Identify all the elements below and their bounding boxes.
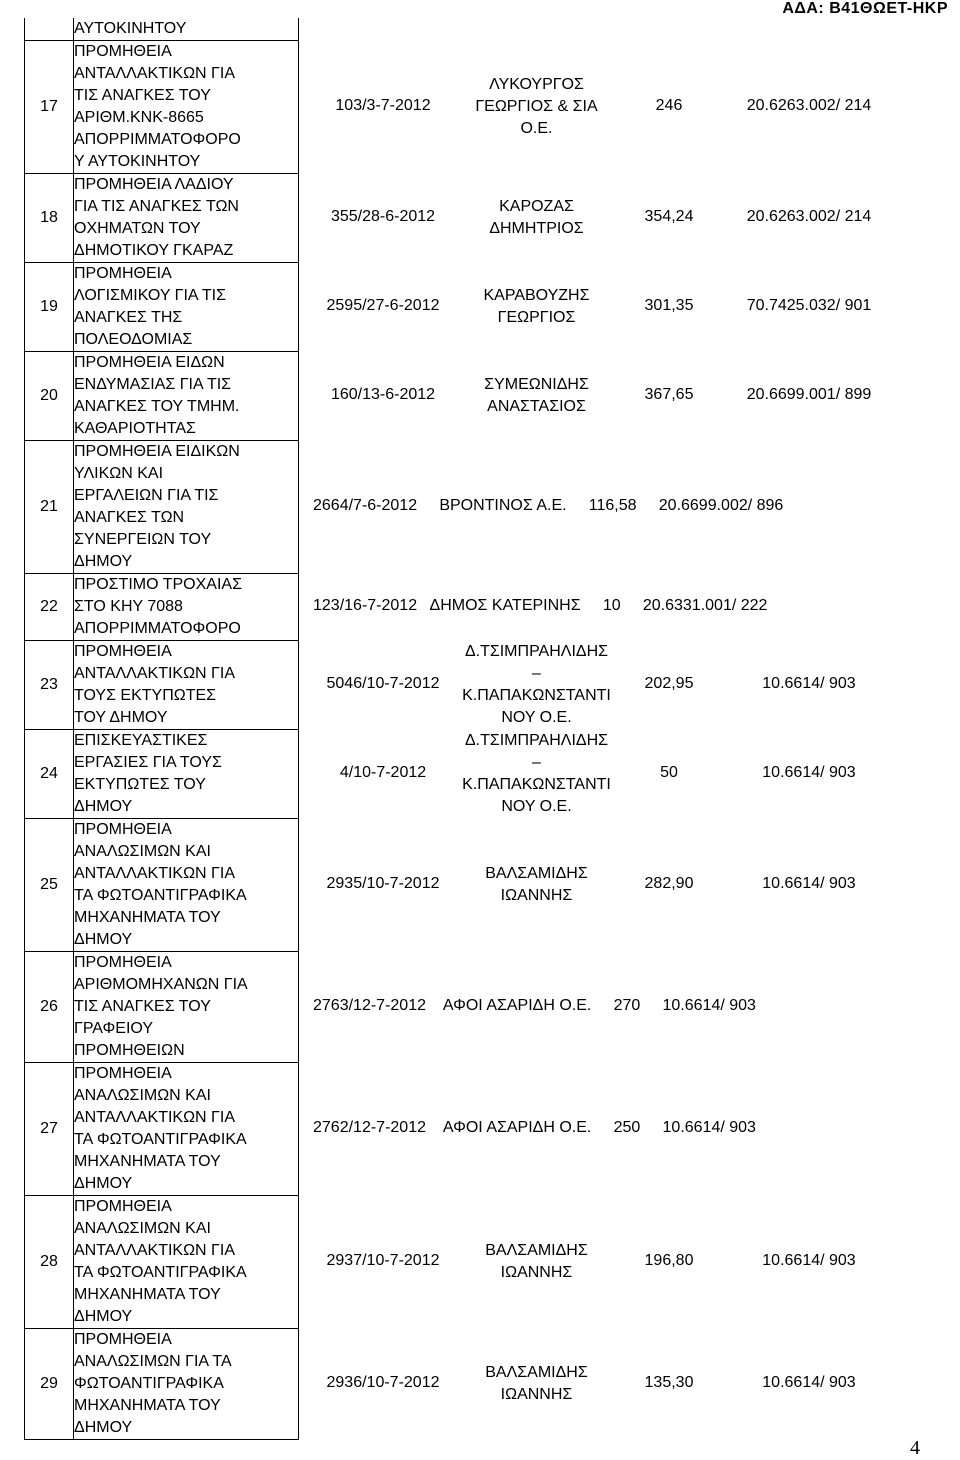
supplier-line: Δ.ΤΣΙΜΠΡΑΗΛΙΔΗΣ <box>464 732 609 749</box>
description-cell <box>74 641 299 730</box>
description-cell <box>74 263 299 352</box>
reference-number: 160/13-6-2012 <box>330 386 436 403</box>
details-cell <box>299 952 940 1063</box>
supplier-name <box>459 863 614 907</box>
description-cell <box>74 441 299 574</box>
supplier-line: – <box>532 754 541 771</box>
budget-code: 70.7425.032/ 901 <box>746 297 872 314</box>
supplier-name <box>459 374 614 418</box>
row-number-cell <box>25 263 74 352</box>
description-line: ΔΗΜΟΥ <box>74 1308 133 1325</box>
supplier-line: ΝΟΥ Ο.Ε. <box>501 709 572 726</box>
expenses-table <box>24 18 940 1440</box>
description-line: ΑΝΑΛΩΣΙΜΩΝ ΓΙΑ ΤΑ <box>74 1353 232 1370</box>
description-line: ΜΗΧΑΝΗΜΑΤΑ ΤΟΥ <box>74 909 221 926</box>
details-cell <box>299 1196 940 1329</box>
description-cell <box>74 1196 299 1329</box>
description-cell <box>74 730 299 819</box>
description-line: ΑΝΤΑΛΛΑΚΤΙΚΩΝ ΓΙΑ <box>74 65 235 82</box>
details-cell <box>299 1063 940 1196</box>
description-line: ΕΡΓΑΣΙΕΣ ΓΙΑ ΤΟΥΣ <box>74 754 222 771</box>
row-number: 18 <box>40 209 58 226</box>
description-line: ΠΡΟΜΗΘΕΙΑ ΕΙΔΙΚΩΝ <box>74 443 240 460</box>
description-cell <box>74 1063 299 1196</box>
amount: 301,35 <box>644 297 694 314</box>
supplier-line: ΒΑΛΣΑΜΙΔΗΣ <box>485 1364 588 1381</box>
description-line: ΑΝΤΑΛΛΑΚΤΙΚΩΝ ΓΙΑ <box>74 1109 235 1126</box>
description-line: ΑΠΟΡΡΙΜΜΑΤΟΦΟΡΟ <box>74 131 241 148</box>
row-number: 29 <box>40 1375 58 1392</box>
reference-number: 4/10-7-2012 <box>339 764 427 781</box>
row-number: 27 <box>40 1120 58 1137</box>
amount: 202,95 <box>644 675 694 692</box>
supplier-name <box>459 1362 614 1406</box>
row-number-cell <box>25 819 74 952</box>
document-ada-code: ΑΔΑ: Β41ΘΩΕΤ-ΗΚΡ <box>782 0 948 17</box>
details-cell <box>299 441 940 574</box>
description-line: ΤΑ ΦΩΤΟΑΝΤΙΓΡΑΦΙΚΑ <box>74 1131 247 1148</box>
description-line: ΕΠΙΣΚΕΥΑΣΤΙΚΕΣ <box>74 732 208 749</box>
row-number: 17 <box>40 98 58 115</box>
description-line: ΥΛΙΚΩΝ ΚΑΙ <box>74 465 164 482</box>
description-line: ΤΙΣ ΑΝΑΓΚΕΣ ΤΟΥ <box>74 87 211 104</box>
supplier-line: ΛΥΚΟΥΡΓΟΣ <box>489 76 584 93</box>
table-row <box>25 263 940 352</box>
row-number-cell <box>25 41 74 174</box>
supplier-line: ΒΑΛΣΑΜΙΔΗΣ <box>485 1242 588 1259</box>
description-line: ΓΙΑ ΤΙΣ ΑΝΑΓΚΕΣ ΤΩΝ <box>74 198 239 215</box>
description-cell <box>74 174 299 263</box>
amount: 50 <box>660 764 678 781</box>
description-line: ΣΥΝΕΡΓΕΙΩΝ ΤΟΥ <box>74 531 212 548</box>
description-line: ΠΡΟΜΗΘΕΙΑ <box>74 954 172 971</box>
supplier-line: ΙΩΑΝΝΗΣ <box>500 887 573 904</box>
amount: 354,24 <box>644 208 694 225</box>
description-line: ΔΗΜΟΥ <box>74 931 133 948</box>
supplier-name <box>459 730 614 818</box>
details-cell <box>299 263 940 352</box>
description-cell <box>74 574 299 641</box>
details-cell <box>299 641 940 730</box>
table-row <box>25 1063 940 1196</box>
table-row <box>25 1329 940 1440</box>
table-row <box>25 352 940 441</box>
description-line: ΠΡΟΜΗΘΕΙΑ <box>74 643 172 660</box>
budget-code: 20.6699.001/ 899 <box>746 386 872 403</box>
table-row <box>25 174 940 263</box>
row-number-cell <box>25 1196 74 1329</box>
supplier-name <box>459 1240 614 1284</box>
row-number: 28 <box>40 1253 58 1270</box>
supplier-name <box>459 641 614 729</box>
reference-number: 2595/27-6-2012 <box>326 297 440 314</box>
table-row <box>25 641 940 730</box>
table-row <box>25 574 940 641</box>
details-cell <box>299 352 940 441</box>
description-line: ΠΡΟΜΗΘΕΙΑ <box>74 1065 172 1082</box>
description-line: ΑΝΤΑΛΛΑΚΤΙΚΩΝ ΓΙΑ <box>74 665 235 682</box>
reference-number: 103/3-7-2012 <box>335 97 431 114</box>
reference-number: 2936/10-7-2012 <box>326 1374 440 1391</box>
budget-code: 20.6263.002/ 214 <box>746 97 872 114</box>
supplier-line: ΝΟΥ Ο.Ε. <box>501 798 572 815</box>
table-row <box>25 819 940 952</box>
supplier-name <box>459 285 614 329</box>
description-line: ΔΗΜΟΥ <box>74 798 133 815</box>
reference-number: 2935/10-7-2012 <box>326 875 440 892</box>
description-line: ΑΥΤΟΚΙΝΗΤΟΥ <box>74 20 187 37</box>
details-cell <box>299 574 940 641</box>
description-line: ΠΡΟΜΗΘΕΙΑ <box>74 265 172 282</box>
table-row <box>25 952 940 1063</box>
row-number-cell <box>25 352 74 441</box>
description-line: ΠΡΟΜΗΘΕΙΑ ΕΙΔΩΝ <box>74 354 225 371</box>
description-line: ΔΗΜΟΥ <box>74 1175 133 1192</box>
description-line: ΑΝΑΛΩΣΙΜΩΝ ΚΑΙ <box>74 1087 211 1104</box>
amount: 282,90 <box>644 875 694 892</box>
description-line: ΠΡΟΜΗΘΕΙΑ <box>74 1331 172 1348</box>
amount: 246 <box>655 97 683 114</box>
description-line: ΑΝΑΓΚΕΣ ΤΟΥ ΤΜΗΜ. <box>74 398 240 415</box>
supplier-line: Κ.ΠΑΠΑΚΩΝΣΤΑΝΤΙ <box>462 687 611 704</box>
reference-number: 355/28-6-2012 <box>330 208 436 225</box>
details-inline: 2763/12-7-2012 ΑΦΟΙ ΑΣΑΡΙΔΗ Ο.Ε. 270 10.6614/ 903 <box>313 997 756 1014</box>
description-line: ΑΝΑΓΚΕΣ ΤΩΝ <box>74 509 185 526</box>
description-line: ΛΟΓΙΣΜΙΚΟΥ ΓΙΑ ΤΙΣ <box>74 287 226 304</box>
description-line: ΚΑΘΑΡΙΟΤΗΤΑΣ <box>74 420 196 437</box>
supplier-line: Κ.ΠΑΠΑΚΩΝΣΤΑΝΤΙ <box>462 776 611 793</box>
description-cell <box>74 1329 299 1440</box>
description-line: ΠΡΟΜΗΘΕΙΑ <box>74 1198 172 1215</box>
description-line: ΑΝΤΑΛΛΑΚΤΙΚΩΝ ΓΙΑ <box>74 865 235 882</box>
description-line: ΑΡΙΘΜ.ΚΝΚ-8665 <box>74 109 204 126</box>
row-number: 19 <box>40 298 58 315</box>
description-line: ΑΡΙΘΜΟΜΗΧΑΝΩΝ ΓΙΑ <box>74 976 248 993</box>
amount: 196,80 <box>644 1252 694 1269</box>
row-number-cell <box>25 730 74 819</box>
description-line: ΠΡΟΜΗΘΕΙΑ <box>74 43 172 60</box>
supplier-line: ΚΑΡΑΒΟΥΖΗΣ <box>483 287 590 304</box>
description-line: ΕΡΓΑΛΕΙΩΝ ΓΙΑ ΤΙΣ <box>74 487 219 504</box>
description-line: ΔΗΜΟΥ <box>74 553 133 570</box>
row-number: 25 <box>40 876 58 893</box>
supplier-line: ΒΑΛΣΑΜΙΔΗΣ <box>485 865 588 882</box>
details-cell <box>299 18 940 41</box>
row-number-cell <box>25 441 74 574</box>
description-line: ΑΠΟΡΡΙΜΜΑΤΟΦΟΡΟ <box>74 620 241 637</box>
row-number-cell <box>25 174 74 263</box>
row-number-cell <box>25 952 74 1063</box>
description-line: ΑΝΤΑΛΛΑΚΤΙΚΩΝ ΓΙΑ <box>74 1242 235 1259</box>
table-row <box>25 1196 940 1329</box>
expenses-table-body <box>25 18 940 1440</box>
description-line: ΑΝΑΛΩΣΙΜΩΝ ΚΑΙ <box>74 843 211 860</box>
description-line: ΣΤΟ ΚΗΥ 7088 <box>74 598 183 615</box>
row-number: 24 <box>40 765 58 782</box>
description-line: ΠΡΟΜΗΘΕΙΑ ΛΑΔΙΟΥ <box>74 176 234 193</box>
description-line: ΑΝΑΓΚΕΣ ΤΗΣ <box>74 309 183 326</box>
description-line: Υ ΑΥΤΟΚΙΝΗΤΟΥ <box>74 153 201 170</box>
details-cell <box>299 1329 940 1440</box>
description-cell <box>74 819 299 952</box>
row-number: 20 <box>40 387 58 404</box>
reference-number: 5046/10-7-2012 <box>326 675 440 692</box>
row-number-cell <box>25 18 74 41</box>
supplier-line: ΔΗΜΗΤΡΙΟΣ <box>489 220 584 237</box>
budget-code: 20.6263.002/ 214 <box>746 208 872 225</box>
row-number: 21 <box>40 498 58 515</box>
supplier-name <box>459 74 614 140</box>
row-number-cell <box>25 1329 74 1440</box>
description-line: ΔΗΜΟΥ <box>74 1419 133 1436</box>
description-line: ΤΟΥ ΔΗΜΟΥ <box>74 709 168 726</box>
details-inline: 2664/7-6-2012 ΒΡΟΝΤΙΝΟΣ Α.Ε. 116,58 20.6699.002/ 896 <box>313 497 784 514</box>
supplier-line: ΙΩΑΝΝΗΣ <box>500 1264 573 1281</box>
details-cell <box>299 41 940 174</box>
details-cell <box>299 819 940 952</box>
supplier-line: Ο.Ε. <box>520 120 553 137</box>
supplier-line: ΚΑΡΟΖΑΣ <box>499 198 574 215</box>
supplier-name <box>459 196 614 240</box>
supplier-line: ΓΕΩΡΓΙΟΣ <box>497 309 576 326</box>
description-cell <box>74 352 299 441</box>
description-cell <box>74 952 299 1063</box>
description-line: ΑΝΑΛΩΣΙΜΩΝ ΚΑΙ <box>74 1220 211 1237</box>
row-number: 26 <box>40 998 58 1015</box>
description-line: ΟΧΗΜΑΤΩΝ ΤΟΥ <box>74 220 201 237</box>
description-line: ΠΟΛΕΟΔΟΜΙΑΣ <box>74 331 193 348</box>
description-line: ΠΡΟΜΗΘΕΙΩΝ <box>74 1042 185 1059</box>
description-line: ΠΡΟΜΗΘΕΙΑ <box>74 821 172 838</box>
reference-number: 2937/10-7-2012 <box>326 1252 440 1269</box>
budget-code: 10.6614/ 903 <box>762 875 856 892</box>
budget-code: 10.6614/ 903 <box>762 675 856 692</box>
description-line: ΜΗΧΑΝΗΜΑΤΑ ΤΟΥ <box>74 1286 221 1303</box>
description-line: ΕΚΤΥΠΩΤΕΣ ΤΟΥ <box>74 776 206 793</box>
supplier-line: ΑΝΑΣΤΑΣΙΟΣ <box>487 398 586 415</box>
supplier-line: ΙΩΑΝΝΗΣ <box>500 1386 573 1403</box>
description-line: ΜΗΧΑΝΗΜΑΤΑ ΤΟΥ <box>74 1397 221 1414</box>
description-line: ΜΗΧΑΝΗΜΑΤΑ ΤΟΥ <box>74 1153 221 1170</box>
supplier-line: ΣΥΜΕΩΝΙΔΗΣ <box>484 376 589 393</box>
row-number-cell <box>25 574 74 641</box>
description-line: ΓΡΑΦΕΙΟΥ <box>74 1020 153 1037</box>
budget-code: 10.6614/ 903 <box>762 1252 856 1269</box>
description-line: ΠΡΟΣΤΙΜΟ ΤΡΟΧΑΙΑΣ <box>74 576 242 593</box>
budget-code: 10.6614/ 903 <box>762 1374 856 1391</box>
budget-code: 10.6614/ 903 <box>762 764 856 781</box>
supplier-line: Δ.ΤΣΙΜΠΡΑΗΛΙΔΗΣ <box>464 643 609 660</box>
table-row <box>25 41 940 174</box>
row-number-cell <box>25 641 74 730</box>
description-line: ΦΩΤΟΑΝΤΙΓΡΑΦΙΚΑ <box>74 1375 224 1392</box>
description-line: ΕΝΔΥΜΑΣΙΑΣ ΓΙΑ ΤΙΣ <box>74 376 232 393</box>
table-row <box>25 441 940 574</box>
amount: 367,65 <box>644 386 694 403</box>
table-row <box>25 730 940 819</box>
description-line: ΔΗΜΟΤΙΚΟΥ ΓΚΑΡΑΖ <box>74 242 234 259</box>
description-line: ΤΟΥΣ ΕΚΤΥΠΩΤΕΣ <box>74 687 217 704</box>
details-cell <box>299 174 940 263</box>
description-line: ΤΙΣ ΑΝΑΓΚΕΣ ΤΟΥ <box>74 998 211 1015</box>
details-cell <box>299 730 940 819</box>
description-line: ΤΑ ΦΩΤΟΑΝΤΙΓΡΑΦΙΚΑ <box>74 887 247 904</box>
supplier-line: ΓΕΩΡΓΙΟΣ & ΣΙΑ <box>475 98 598 115</box>
description-cell <box>74 41 299 174</box>
row-number-cell <box>25 1063 74 1196</box>
description-line: ΤΑ ΦΩΤΟΑΝΤΙΓΡΑΦΙΚΑ <box>74 1264 247 1281</box>
supplier-line: – <box>532 665 541 682</box>
row-number: 23 <box>40 676 58 693</box>
continuation-row <box>25 18 940 41</box>
description-cell <box>74 18 299 41</box>
amount: 135,30 <box>644 1374 694 1391</box>
page-number: 4 <box>910 1437 920 1459</box>
details-inline: 2762/12-7-2012 ΑΦΟΙ ΑΣΑΡΙΔΗ Ο.Ε. 250 10.6614/ 903 <box>313 1119 756 1136</box>
row-number: 22 <box>40 598 58 615</box>
details-inline: 123/16-7-2012 ΔΗΜΟΣ ΚΑΤΕΡΙΝΗΣ 10 20.6331.001/ 222 <box>313 597 768 614</box>
